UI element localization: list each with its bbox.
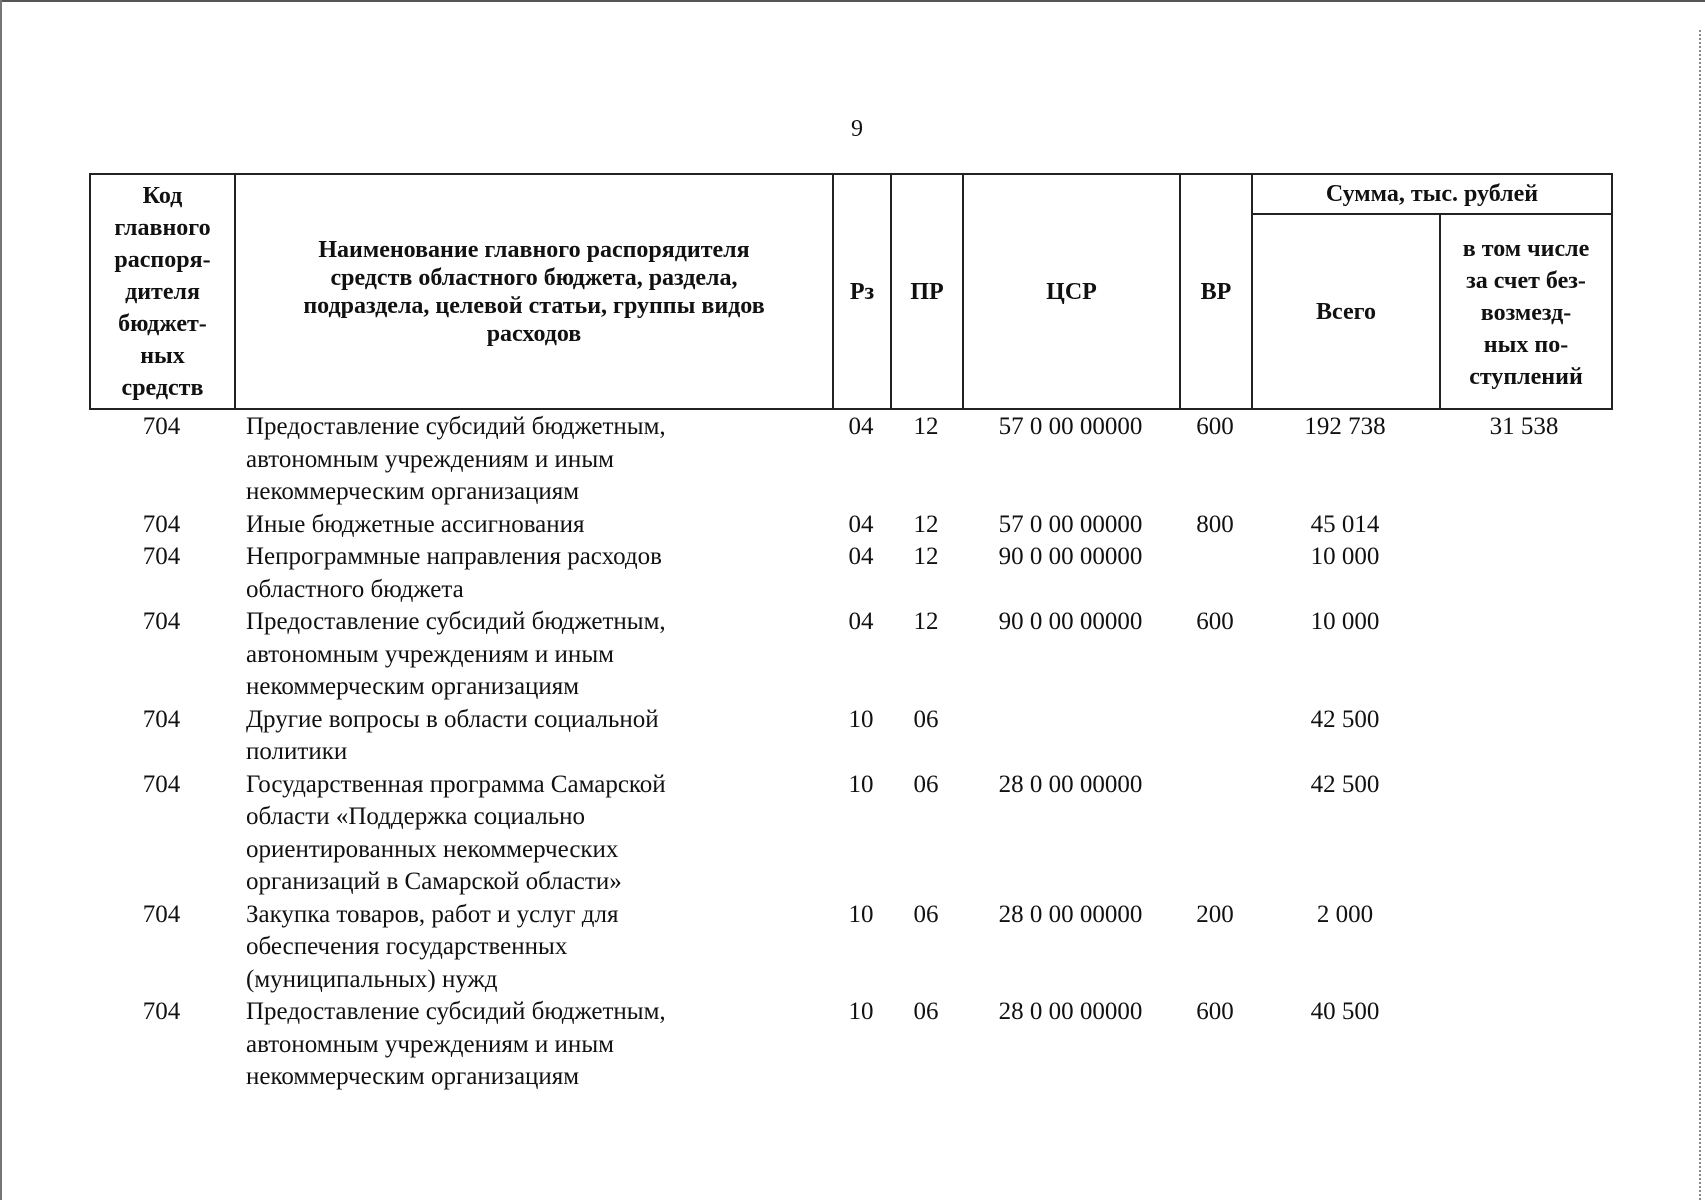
header-code-cell [91, 175, 236, 408]
header-name-cell [236, 175, 834, 408]
row-code: 704 [142, 543, 181, 570]
row-name: Предоставление субсидий бюджетным, автономным учреждениям и иным некоммерческим организациям [246, 413, 666, 505]
row-total: 10 000 [1310, 608, 1380, 635]
table-row [89, 899, 1613, 997]
row-pr: 12 [913, 510, 939, 538]
row-pr: 06 [913, 770, 939, 798]
table-row [89, 411, 1613, 509]
row-pr: 12 [913, 543, 939, 570]
row-rz: 04 [848, 510, 874, 538]
header-sum-gratuit [1441, 215, 1611, 410]
scan-border-left [0, 0, 2, 1200]
header-code-label: Код главного распоря- дителя бюджет- ных средств [114, 182, 211, 401]
row-pr: 06 [913, 998, 939, 1025]
row-vr: 200 [1196, 900, 1234, 928]
row-code: 704 [142, 900, 181, 928]
header-rz-label: Рз [849, 278, 875, 305]
page-number: 9 [851, 116, 863, 142]
row-csr: 57 0 00 00000 [998, 413, 1143, 440]
row-pr: 12 [913, 608, 939, 635]
row-pr: 06 [913, 705, 939, 733]
scan-border-right [1699, 30, 1701, 1200]
header-name-label: Наименование главного распорядителя средств областного бюджета, раздела, подраздела, целевой статьи, группы видов расходов [303, 236, 765, 347]
header-pr-cell [892, 175, 964, 408]
header-sum-group [1253, 175, 1611, 408]
row-rz: 10 [848, 900, 874, 928]
row-vr: 600 [1196, 998, 1234, 1025]
row-name: Закупка товаров, работ и услуг для обеспечения государственных (муниципальных) нужд [246, 900, 619, 993]
row-gratuit: 31 538 [1489, 413, 1559, 440]
header-sum-total: Всего [1253, 215, 1441, 410]
row-rz: 04 [848, 608, 874, 635]
header-sum-title: Сумма, тыс. рублей [1253, 175, 1611, 215]
header-vr-cell [1181, 175, 1253, 408]
row-csr: 57 0 00 00000 [998, 510, 1143, 538]
row-rz: 10 [848, 705, 874, 733]
header-vr-label: ВР [1200, 278, 1232, 305]
row-total: 45 014 [1310, 510, 1380, 538]
row-code: 704 [142, 770, 181, 798]
row-name: Предоставление субсидий бюджетным, автономным учреждениям и иным некоммерческим организациям [246, 608, 666, 700]
scan-border-top [0, 0, 1705, 2]
row-vr: 800 [1196, 510, 1234, 538]
row-code: 704 [142, 608, 181, 635]
row-name: Предоставление субсидий бюджетным, автономным учреждениям и иным некоммерческим организациям [246, 998, 666, 1090]
table-row [89, 541, 1613, 606]
row-vr: 600 [1196, 608, 1234, 635]
row-csr: 28 0 00 00000 [998, 998, 1143, 1025]
table-body [89, 411, 1613, 1094]
row-total: 10 000 [1310, 543, 1380, 570]
row-rz: 04 [848, 413, 874, 440]
row-vr: 600 [1196, 413, 1234, 440]
header-pr-label: ПР [910, 278, 944, 305]
table-row [89, 996, 1613, 1094]
header-csr-cell [964, 175, 1181, 408]
table-row [89, 509, 1613, 542]
table-row [89, 704, 1613, 769]
row-code: 704 [142, 413, 181, 440]
table-header [89, 173, 1613, 410]
header-sum-gratuit-label: в том числе за счет без- возмезд- ных по- ступлений [1462, 235, 1590, 390]
row-total: 40 500 [1310, 998, 1380, 1025]
row-pr: 06 [913, 900, 939, 928]
row-code: 704 [142, 998, 181, 1025]
row-pr: 12 [913, 413, 939, 440]
header-csr-label: ЦСР [1046, 278, 1097, 305]
row-csr: 28 0 00 00000 [998, 770, 1143, 798]
row-name: Иные бюджетные ассигнования [246, 510, 585, 538]
row-csr: 90 0 00 00000 [998, 543, 1143, 570]
row-name: Непрограммные направления расходов областного бюджета [246, 543, 662, 603]
row-total: 42 500 [1310, 770, 1380, 798]
row-total: 192 738 [1304, 413, 1386, 440]
header-rz-cell [834, 175, 892, 408]
row-rz: 04 [848, 543, 874, 570]
row-rz: 10 [848, 770, 874, 798]
row-csr: 28 0 00 00000 [998, 900, 1143, 928]
row-total: 42 500 [1310, 705, 1380, 733]
row-name: Другие вопросы в области социальной политики [246, 705, 659, 765]
row-name: Государственная программа Самарской области «Поддержка социально ориентированных некоммерческих организаций в Самарской области» [246, 770, 666, 895]
row-total: 2 000 [1316, 900, 1374, 928]
row-rz: 10 [848, 998, 874, 1025]
row-code: 704 [142, 510, 181, 538]
row-code: 704 [142, 705, 181, 733]
table-row [89, 769, 1613, 899]
table-row [89, 606, 1613, 704]
row-csr: 90 0 00 00000 [998, 608, 1143, 635]
